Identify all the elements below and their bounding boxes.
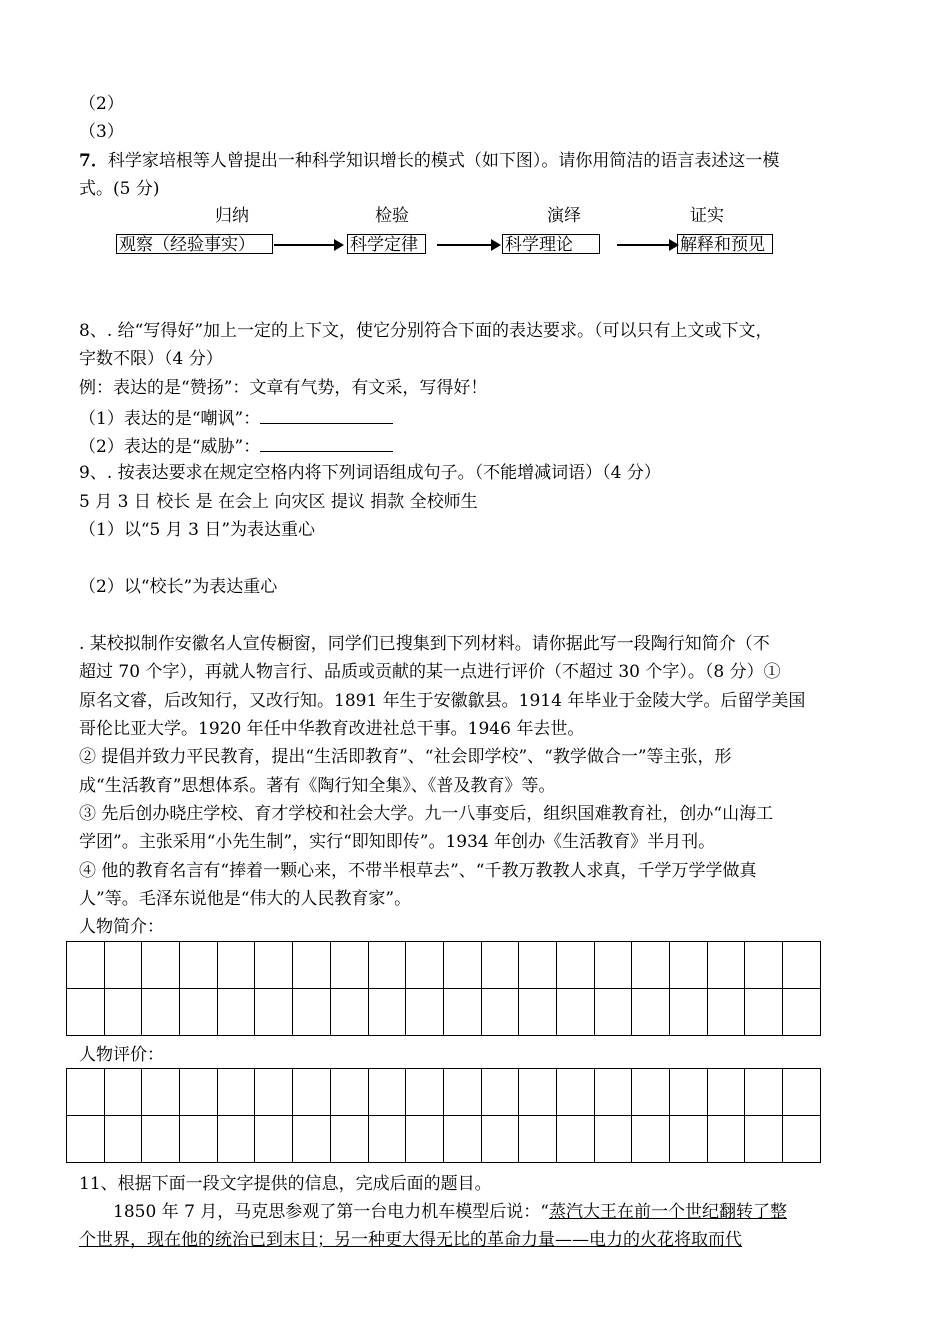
q8-sub1 — [79, 406, 393, 430]
grid-cell — [330, 942, 368, 989]
grid-cell — [519, 1069, 557, 1116]
grid-cell — [368, 989, 406, 1036]
grid-cell — [556, 942, 594, 989]
q8-line2: 字数不限）（4 分） — [79, 349, 223, 369]
grid-cell — [217, 1116, 255, 1163]
diagram-box-observation: 观察（经验事实） — [116, 234, 273, 254]
grid-cell — [330, 1116, 368, 1163]
item-2-label: （2） — [79, 94, 124, 114]
q8-line1: 8、. 给“写得好”加上一定的上下文，使它分别符合下面的表达要求。（可以只有上文或下文， — [79, 321, 773, 341]
grid-cell — [255, 1116, 293, 1163]
eval-label: 人物评价： — [79, 1045, 164, 1065]
grid-cell — [217, 942, 255, 989]
q11-quote-part2: 个世界，现在他的统治已到末日；另一种更大得无比的革命力量——电力的火花将取而代 — [79, 1230, 742, 1250]
grid-cell — [481, 1069, 519, 1116]
item-3-label: （3） — [79, 122, 124, 142]
grid-cell — [707, 1116, 745, 1163]
grid-cell — [707, 1069, 745, 1116]
grid-cell — [707, 942, 745, 989]
q10-line9: ④ 他的教育名言有“捧着一颗心来，不带半根草去”、“千教万教教人求真，千学万学学做真 — [79, 861, 757, 881]
diagram-box-scientific-law: 科学定律 — [347, 234, 426, 254]
grid-row — [67, 942, 821, 989]
grid-cell — [745, 989, 783, 1036]
arrow-right-icon — [617, 244, 677, 246]
q9-sub2: （2）以“校长”为表达重心 — [79, 577, 278, 597]
q10-line3: 原名文睿，后改知行，又改行知。1891 年生于安徽歙县。1914 年毕业于金陵大学。后留学美国 — [79, 691, 806, 711]
grid-cell — [632, 942, 670, 989]
grid-cell — [180, 1116, 218, 1163]
grid-cell — [745, 1069, 783, 1116]
q9-words: 5 月 3 日 校长 是 在会上 向灾区 提议 捐款 全校师生 — [79, 492, 478, 512]
grid-cell — [594, 989, 632, 1036]
intro-writing-grid[interactable] — [66, 941, 821, 1036]
grid-cell — [293, 989, 331, 1036]
q10-line4: 哥伦比亚大学。1920 年任中华教育改进社总干事。1946 年去世。 — [79, 719, 585, 739]
grid-row — [67, 1116, 821, 1163]
eval-writing-grid[interactable] — [66, 1068, 821, 1163]
grid-cell — [368, 1069, 406, 1116]
grid-cell — [745, 942, 783, 989]
grid-cell — [632, 989, 670, 1036]
grid-cell — [67, 1069, 105, 1116]
grid-cell — [783, 1069, 821, 1116]
arrow-right-icon — [437, 244, 499, 246]
grid-cell — [481, 989, 519, 1036]
grid-cell — [67, 989, 105, 1036]
grid-cell — [783, 989, 821, 1036]
grid-cell — [670, 1116, 708, 1163]
q11-line1: 11、根据下面一段文字提供的信息，完成后面的题目。 — [79, 1174, 492, 1194]
grid-cell — [104, 942, 142, 989]
grid-cell — [406, 1116, 444, 1163]
grid-cell — [519, 989, 557, 1036]
grid-cell — [67, 942, 105, 989]
q10-line10: 人”等。毛泽东说他是“伟大的人民教育家”。 — [79, 889, 412, 909]
q11-quote-part1: 蒸汽大王在前一个世纪翻转了整 — [548, 1202, 787, 1222]
grid-cell — [104, 989, 142, 1036]
q8-sub2 — [79, 434, 393, 458]
grid-cell — [104, 1069, 142, 1116]
grid-cell — [519, 1116, 557, 1163]
grid-cell — [406, 1069, 444, 1116]
grid-cell — [670, 942, 708, 989]
grid-cell — [142, 942, 180, 989]
q10-line7: ③ 先后创办晓庄学校、育才学校和社会大学。九一八事变后，组织国难教育社，创办“山海工 — [79, 804, 774, 824]
grid-cell — [180, 989, 218, 1036]
grid-cell — [293, 942, 331, 989]
grid-cell — [180, 942, 218, 989]
grid-cell — [556, 1116, 594, 1163]
grid-cell — [481, 942, 519, 989]
q10-line6: 成“生活教育”思想体系。著有《陶行知全集》、《普及教育》等。 — [79, 776, 556, 796]
q8-sub2-label: （2）表达的是“威胁”： — [79, 437, 261, 457]
answer-blank-2[interactable] — [260, 434, 393, 452]
grid-cell — [783, 1116, 821, 1163]
grid-cell — [293, 1069, 331, 1116]
grid-cell — [594, 1069, 632, 1116]
q10-line8: 学团”。主张采用“小先生制”，实行“即知即传”。1934 年创办《生活教育》半月刊。 — [79, 832, 716, 852]
grid-cell — [519, 942, 557, 989]
q10-line5: ② 提倡并致力平民教育，提出“生活即教育”、“社会即学校”、“教学做合一”等主张，形 — [79, 747, 732, 767]
grid-row — [67, 1069, 821, 1116]
grid-cell — [255, 989, 293, 1036]
grid-cell — [142, 989, 180, 1036]
arrow-right-icon — [274, 244, 342, 246]
grid-cell — [104, 1116, 142, 1163]
answer-blank-1[interactable] — [260, 406, 393, 424]
grid-cell — [255, 942, 293, 989]
grid-cell — [180, 1069, 218, 1116]
grid-cell — [556, 1069, 594, 1116]
q9-sub1: （1）以“5 月 3 日”为表达重心 — [79, 520, 316, 540]
grid-cell — [142, 1116, 180, 1163]
diagram-label-induction: 归纳 — [215, 206, 249, 226]
grid-cell — [594, 942, 632, 989]
grid-cell — [67, 1116, 105, 1163]
grid-cell — [481, 1116, 519, 1163]
grid-cell — [707, 989, 745, 1036]
grid-cell — [217, 989, 255, 1036]
grid-cell — [443, 942, 481, 989]
grid-cell — [368, 1116, 406, 1163]
diagram-label-deduction: 演绎 — [547, 206, 581, 226]
grid-cell — [670, 1069, 708, 1116]
grid-cell — [217, 1069, 255, 1116]
grid-cell — [406, 942, 444, 989]
grid-cell — [443, 1116, 481, 1163]
q8-sub1-label: （1）表达的是“嘲讽”： — [79, 409, 261, 429]
grid-cell — [142, 1069, 180, 1116]
q7-number: 7． — [79, 151, 108, 171]
diagram-box-explanation: 解释和预见 — [677, 234, 773, 254]
grid-cell — [745, 1116, 783, 1163]
q11-line2 — [113, 1201, 787, 1223]
q7-text-line1: 科学家培根等人曾提出一种科学知识增长的模式（如下图）。请你用简洁的语言表述这一模 — [107, 151, 780, 171]
grid-cell — [406, 989, 444, 1036]
q10-line1: . 某校拟制作安徽名人宣传橱窗，同学们已搜集到下列材料。请你据此写一段陶行知简介（不 — [79, 634, 770, 654]
diagram-label-confirmation: 证实 — [690, 206, 724, 226]
q11-line2-prefix: 1850 年 7 月，马克思参观了第一台电力机车模型后说：“ — [113, 1202, 549, 1222]
grid-cell — [632, 1069, 670, 1116]
grid-cell — [330, 989, 368, 1036]
grid-cell — [443, 1069, 481, 1116]
q7-text-line2: 式。(5 分) — [79, 179, 160, 199]
intro-label: 人物简介： — [79, 917, 164, 937]
grid-cell — [330, 1069, 368, 1116]
grid-cell — [594, 1116, 632, 1163]
grid-cell — [443, 989, 481, 1036]
q7-line1 — [79, 150, 779, 172]
grid-cell — [670, 989, 708, 1036]
diagram-box-scientific-theory: 科学理论 — [502, 234, 600, 254]
q9-line1: 9、. 按表达要求在规定空格内将下列词语组成句子。（不能增减词语）（4 分） — [79, 463, 661, 483]
grid-row — [67, 989, 821, 1036]
q8-example: 例：表达的是“赞扬”：文章有气势，有文采，写得好！ — [79, 378, 488, 398]
grid-cell — [632, 1116, 670, 1163]
grid-cell — [255, 1069, 293, 1116]
diagram-label-verification: 检验 — [375, 206, 409, 226]
q10-line2: 超过 70 个字），再就人物言行、品质或贡献的某一点进行评价（不超过 30 个字）。（8 分）① — [79, 662, 781, 682]
grid-cell — [293, 1116, 331, 1163]
grid-cell — [368, 942, 406, 989]
grid-cell — [556, 989, 594, 1036]
grid-cell — [783, 942, 821, 989]
